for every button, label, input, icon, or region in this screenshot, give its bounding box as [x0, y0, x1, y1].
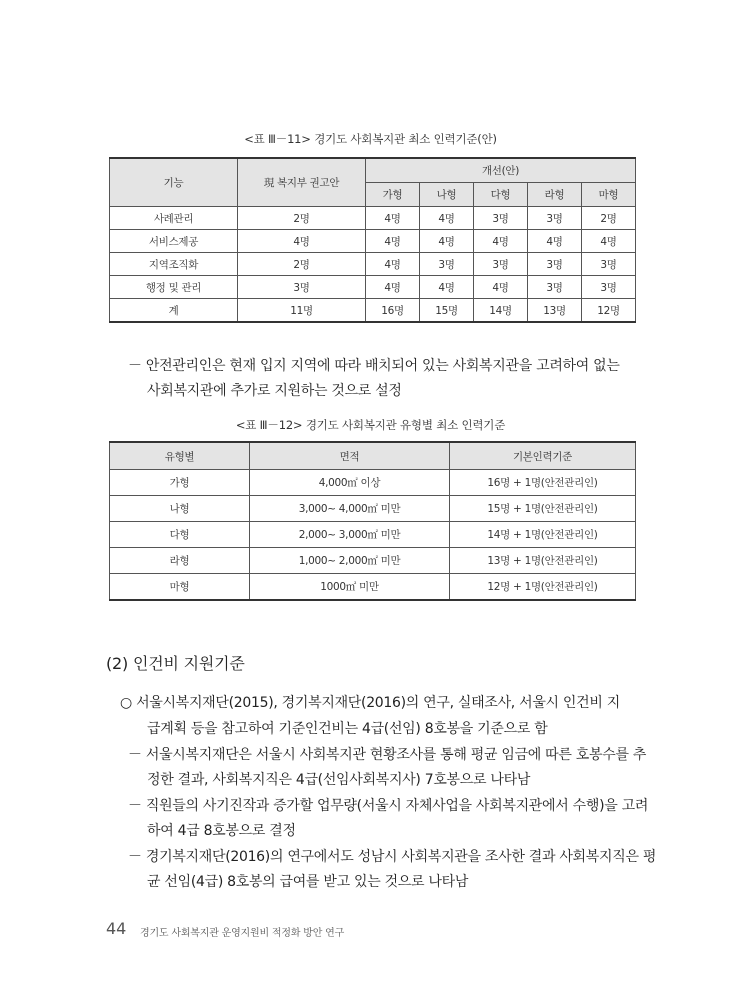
cell-current: 2명: [238, 207, 366, 230]
table1-caption: <표 Ⅲ－11> 경기도 사회복지관 최소 인력기준(안): [244, 132, 497, 146]
header-type: 가형: [366, 183, 420, 207]
cell-value: 12명: [582, 299, 636, 323]
sub-bullet-3-line2: 균 선임(4급) 8호봉의 급여를 받고 있는 것으로 나타남: [147, 874, 469, 890]
cell-value: 4명: [582, 230, 636, 253]
header-type: 다형: [474, 183, 528, 207]
cell-current: 3명: [238, 276, 366, 299]
cell-value: 3명: [528, 253, 582, 276]
row-label: 지역조직화: [110, 253, 238, 276]
bullet-safety-line1: － 안전관리인은 현재 입지 지역에 따라 배치되어 있는 사회복지관을 고려하여 없는: [128, 358, 620, 374]
cell-value: 3명: [582, 276, 636, 299]
table-row: [110, 548, 636, 574]
header-function: 기능: [110, 158, 238, 207]
bullet-safety-line2: 사회복지관에 추가로 지원하는 것으로 설정: [147, 383, 402, 399]
cell-value: 4명: [420, 230, 474, 253]
table-row: [110, 253, 636, 276]
cell-staff: 15명 + 1명(안전관리인): [450, 496, 636, 522]
cell-area: 1,000~ 2,000㎡ 미만: [250, 548, 450, 574]
cell-value: 15명: [420, 299, 474, 323]
cell-type: 나형: [110, 496, 250, 522]
cell-current: 2명: [238, 253, 366, 276]
cell-current: 11명: [238, 299, 366, 323]
cell-value: 3명: [528, 276, 582, 299]
sub-bullet-1-line2: 정한 결과, 사회복지직은 4급(선임사회복지사) 7호봉으로 나타남: [147, 772, 531, 788]
row-label: 계: [110, 299, 238, 323]
cell-value: 4명: [366, 276, 420, 299]
table1: [109, 157, 636, 323]
table-row: [110, 230, 636, 253]
page-number: 44: [106, 919, 127, 938]
row-label: 서비스제공: [110, 230, 238, 253]
main-bullet-line2: 급계획 등을 참고하여 기준인건비는 4급(선임) 8호봉을 기준으로 함: [147, 721, 548, 737]
cell-value: 4명: [366, 207, 420, 230]
sub-bullet-2-line1: － 직원들의 사기진작과 증가할 업무량(서울시 자체사업을 사회복지관에서 수행)을 고려: [128, 798, 649, 814]
header-type: 마형: [582, 183, 636, 207]
cell-type: 가형: [110, 470, 250, 496]
section-heading: (2) 인건비 지원기준: [106, 654, 245, 673]
cell-type: 다형: [110, 522, 250, 548]
table2-caption: <표 Ⅲ－12> 경기도 사회복지관 유형별 최소 인력기준: [235, 418, 506, 432]
table-row: [110, 522, 636, 548]
sub-bullet-3-line1: － 경기복지재단(2016)의 연구에서도 성남시 사회복지관을 조사한 결과 사회복지직은 평: [128, 849, 657, 865]
cell-value: 3명: [474, 253, 528, 276]
cell-staff: 16명 + 1명(안전관리인): [450, 470, 636, 496]
row-label: 사례관리: [110, 207, 238, 230]
table-row: [110, 574, 636, 601]
sub-bullet-2-line2: 하여 4급 8호봉으로 결정: [147, 823, 296, 839]
table-row: [110, 470, 636, 496]
cell-type: 라형: [110, 548, 250, 574]
cell-area: 1000㎡ 미만: [250, 574, 450, 601]
cell-value: 4명: [420, 276, 474, 299]
header-improved: 개선(안): [366, 158, 636, 183]
cell-area: 2,000~ 3,000㎡ 미만: [250, 522, 450, 548]
cell-staff: 12명 + 1명(안전관리인): [450, 574, 636, 601]
cell-value: 14명: [474, 299, 528, 323]
cell-value: 3명: [528, 207, 582, 230]
table-row: [110, 496, 636, 522]
cell-value: 4명: [366, 230, 420, 253]
running-title: 경기도 사회복지관 운영지원비 적정화 방안 연구: [140, 928, 345, 939]
cell-value: 3명: [420, 253, 474, 276]
header-type: 유형별: [110, 442, 250, 470]
header-type: 나형: [420, 183, 474, 207]
table-row: [110, 276, 636, 299]
cell-value: 4명: [420, 207, 474, 230]
cell-type: 마형: [110, 574, 250, 601]
cell-area: 3,000~ 4,000㎡ 미만: [250, 496, 450, 522]
cell-staff: 14명 + 1명(안전관리인): [450, 522, 636, 548]
cell-value: 4명: [474, 230, 528, 253]
cell-area: 4,000㎡ 이상: [250, 470, 450, 496]
header-type: 라형: [528, 183, 582, 207]
sub-bullet-1-line1: － 서울시복지재단은 서울시 사회복지관 현황조사를 통해 평균 임금에 따른 호봉수를 추: [128, 747, 647, 763]
header-staff: 기본인력기준: [450, 442, 636, 470]
row-label: 행정 및 관리: [110, 276, 238, 299]
table-row-total: [110, 299, 636, 323]
cell-staff: 13명 + 1명(안전관리인): [450, 548, 636, 574]
cell-value: 16명: [366, 299, 420, 323]
cell-value: 2명: [582, 207, 636, 230]
header-current: 現 복지부 권고안: [238, 158, 366, 207]
main-bullet-line1: ○ 서울시복지재단(2015), 경기복지재단(2016)의 연구, 실태조사, 서울시 인건비 지: [120, 695, 620, 711]
cell-value: 3명: [582, 253, 636, 276]
table-row: [110, 207, 636, 230]
table2: [109, 441, 636, 601]
cell-value: 4명: [474, 276, 528, 299]
cell-value: 4명: [528, 230, 582, 253]
cell-value: 13명: [528, 299, 582, 323]
cell-value: 4명: [366, 253, 420, 276]
cell-current: 4명: [238, 230, 366, 253]
cell-value: 3명: [474, 207, 528, 230]
header-area: 면적: [250, 442, 450, 470]
